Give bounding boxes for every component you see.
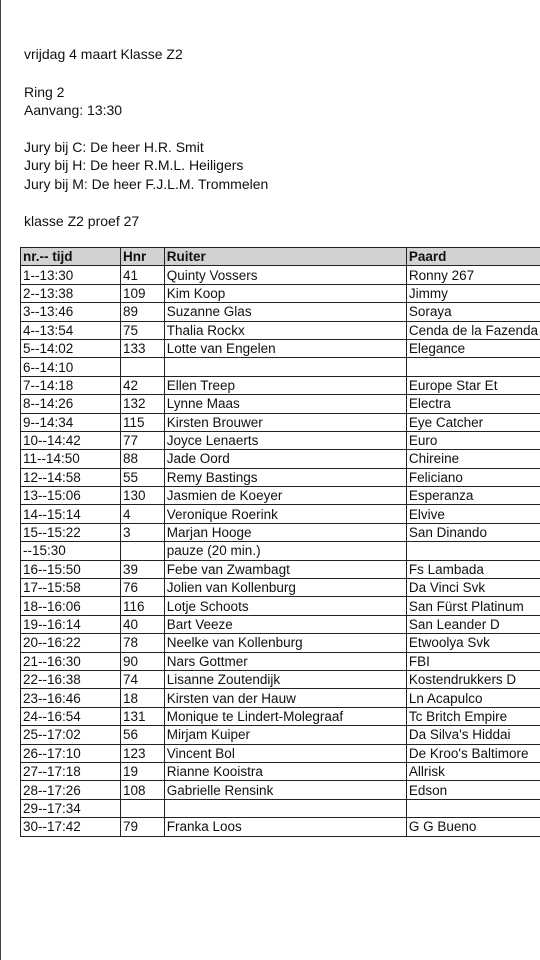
table-row (21, 505, 540, 523)
jury-line-c: Jury bij C: De heer H.R. Smit (24, 139, 204, 155)
cell-hnr: 79 (121, 818, 165, 836)
cell-paard: Soraya (406, 303, 540, 321)
cell-ruiter: Franka Loos (164, 818, 406, 836)
table-row (21, 707, 540, 725)
cell-hnr: 77 (121, 431, 165, 449)
cell-nr-tijd: 17--15:58 (21, 579, 121, 597)
cell-nr-tijd: 9--14:34 (21, 413, 121, 431)
ring-line: Ring 2 (24, 84, 65, 100)
table-row (21, 652, 540, 670)
cell-nr-tijd: 19--16:14 (21, 615, 121, 633)
cell-hnr: 76 (121, 579, 165, 597)
cell-paard: Kostendrukkers D (406, 670, 540, 688)
cell-ruiter (164, 358, 406, 376)
table-row (21, 450, 540, 468)
cell-ruiter: Monique te Lindert-Molegraaf (164, 707, 406, 725)
cell-nr-tijd: 4--13:54 (21, 321, 121, 339)
table-row (21, 468, 540, 486)
table-row (21, 818, 540, 836)
cell-hnr: 19 (121, 762, 165, 780)
cell-nr-tijd: 29--17:34 (21, 799, 121, 817)
cell-paard: FBI (406, 652, 540, 670)
cell-nr-tijd: 27--17:18 (21, 762, 121, 780)
cell-nr-tijd: 11--14:50 (21, 450, 121, 468)
cell-paard: Fs Lambada (406, 560, 540, 578)
cell-ruiter: Jade Oord (164, 450, 406, 468)
class-line: klasse Z2 proef 27 (24, 213, 140, 229)
cell-hnr: 39 (121, 560, 165, 578)
cell-ruiter: pauze (20 min.) (164, 542, 406, 560)
cell-hnr: 108 (121, 781, 165, 799)
cell-ruiter: Jasmien de Koeyer (164, 487, 406, 505)
cell-ruiter: Bart Veeze (164, 615, 406, 633)
cell-paard: Electra (406, 395, 540, 413)
cell-ruiter: Vincent Bol (164, 744, 406, 762)
cell-hnr: 132 (121, 395, 165, 413)
cell-paard: Jimmy (406, 284, 540, 302)
cell-hnr: 109 (121, 284, 165, 302)
cell-nr-tijd: --15:30 (21, 542, 121, 560)
cell-paard: Cenda de la Fazenda (406, 321, 540, 339)
cell-paard: Europe Star Et (406, 376, 540, 394)
cell-hnr: 56 (121, 726, 165, 744)
cell-paard: Chireine (406, 450, 540, 468)
cell-nr-tijd: 2--13:38 (21, 284, 121, 302)
table-row (21, 413, 540, 431)
cell-hnr (121, 358, 165, 376)
cell-nr-tijd: 23--16:46 (21, 689, 121, 707)
cell-nr-tijd: 14--15:14 (21, 505, 121, 523)
cell-hnr: 18 (121, 689, 165, 707)
cell-hnr: 41 (121, 266, 165, 284)
cell-hnr: 90 (121, 652, 165, 670)
table-row (21, 321, 540, 339)
cell-nr-tijd: 10--14:42 (21, 431, 121, 449)
cell-nr-tijd: 25--17:02 (21, 726, 121, 744)
cell-ruiter: Mirjam Kuiper (164, 726, 406, 744)
cell-ruiter: Quinty Vossers (164, 266, 406, 284)
cell-ruiter: Gabrielle Rensink (164, 781, 406, 799)
cell-hnr: 116 (121, 597, 165, 615)
cell-nr-tijd: 15--15:22 (21, 523, 121, 541)
cell-paard (406, 358, 540, 376)
cell-ruiter: Rianne Kooistra (164, 762, 406, 780)
cell-paard: Ronny 267 (406, 266, 540, 284)
table-row (21, 634, 540, 652)
cell-ruiter: Kirsten van der Hauw (164, 689, 406, 707)
table-row (21, 689, 540, 707)
table-row (21, 615, 540, 633)
table-row (21, 395, 540, 413)
cell-paard (406, 799, 540, 817)
cell-paard: Eye Catcher (406, 413, 540, 431)
cell-hnr: 4 (121, 505, 165, 523)
cell-nr-tijd: 1--13:30 (21, 266, 121, 284)
cell-hnr: 55 (121, 468, 165, 486)
cell-hnr: 123 (121, 744, 165, 762)
cell-paard: Euro (406, 431, 540, 449)
cell-ruiter: Remy Bastings (164, 468, 406, 486)
table-row (21, 726, 540, 744)
cell-nr-tijd: 6--14:10 (21, 358, 121, 376)
cell-hnr: 88 (121, 450, 165, 468)
cell-ruiter: Thalia Rockx (164, 321, 406, 339)
cell-paard: Etwoolya Svk (406, 634, 540, 652)
cell-ruiter (164, 799, 406, 817)
cell-hnr: 115 (121, 413, 165, 431)
jury-line-m: Jury bij M: De heer F.J.L.M. Trommelen (24, 176, 269, 192)
page-left-edge (0, 0, 1, 960)
cell-nr-tijd: 24--16:54 (21, 707, 121, 725)
cell-paard: San Fürst Platinum (406, 597, 540, 615)
table-row (21, 781, 540, 799)
cell-ruiter: Neelke van Kollenburg (164, 634, 406, 652)
table-row (21, 339, 540, 357)
cell-nr-tijd: 7--14:18 (21, 376, 121, 394)
cell-ruiter: Marjan Hooge (164, 523, 406, 541)
table-row (21, 542, 540, 560)
cell-paard: Ln Acapulco (406, 689, 540, 707)
jury-line-h: Jury bij H: De heer R.M.L. Heiligers (24, 157, 244, 173)
cell-ruiter: Febe van Zwambagt (164, 560, 406, 578)
table-row (21, 303, 540, 321)
table-row (21, 670, 540, 688)
cell-hnr (121, 542, 165, 560)
table-row (21, 376, 540, 394)
cell-hnr: 74 (121, 670, 165, 688)
cell-hnr: 75 (121, 321, 165, 339)
cell-hnr: 133 (121, 339, 165, 357)
cell-paard: San Leander D (406, 615, 540, 633)
cell-nr-tijd: 30--17:42 (21, 818, 121, 836)
cell-hnr (121, 799, 165, 817)
cell-nr-tijd: 5--14:02 (21, 339, 121, 357)
cell-nr-tijd: 20--16:22 (21, 634, 121, 652)
table-row (21, 431, 540, 449)
table-row (21, 266, 540, 284)
cell-nr-tijd: 18--16:06 (21, 597, 121, 615)
cell-ruiter: Veronique Roerink (164, 505, 406, 523)
cell-hnr: 42 (121, 376, 165, 394)
table-row (21, 284, 540, 302)
cell-paard: Elvive (406, 505, 540, 523)
cell-ruiter: Lotte van Engelen (164, 339, 406, 357)
table-row (21, 560, 540, 578)
table-row (21, 597, 540, 615)
cell-ruiter: Ellen Treep (164, 376, 406, 394)
cell-paard: Edson (406, 781, 540, 799)
cell-nr-tijd: 22--16:38 (21, 670, 121, 688)
cell-paard (406, 542, 540, 560)
cell-nr-tijd: 28--17:26 (21, 781, 121, 799)
cell-paard: G G Bueno (406, 818, 540, 836)
cell-ruiter: Kim Koop (164, 284, 406, 302)
table-row (21, 799, 540, 817)
cell-paard: Elegance (406, 339, 540, 357)
table-row (21, 487, 540, 505)
table-header-row (21, 248, 540, 266)
cell-ruiter: Lynne Maas (164, 395, 406, 413)
cell-nr-tijd: 21--16:30 (21, 652, 121, 670)
cell-nr-tijd: 13--15:06 (21, 487, 121, 505)
start-list-table (20, 247, 540, 837)
cell-paard: Da Silva's Hiddai (406, 726, 540, 744)
cell-hnr: 3 (121, 523, 165, 541)
cell-ruiter: Kirsten Brouwer (164, 413, 406, 431)
date-line: vrijdag 4 maart Klasse Z2 (24, 46, 183, 62)
cell-ruiter: Lotje Schoots (164, 597, 406, 615)
table-row (21, 523, 540, 541)
cell-paard: Tc Britch Empire (406, 707, 540, 725)
column-header-paard: Paard (406, 248, 540, 266)
cell-nr-tijd: 16--15:50 (21, 560, 121, 578)
cell-paard: Allrisk (406, 762, 540, 780)
cell-paard: Esperanza (406, 487, 540, 505)
table-body (21, 266, 540, 836)
start-time-line: Aanvang: 13:30 (24, 102, 123, 118)
cell-paard: Da Vinci Svk (406, 579, 540, 597)
cell-ruiter: Jolien van Kollenburg (164, 579, 406, 597)
cell-ruiter: Joyce Lenaerts (164, 431, 406, 449)
cell-ruiter: Suzanne Glas (164, 303, 406, 321)
table-row (21, 358, 540, 376)
table-row (21, 762, 540, 780)
column-header-ruiter: Ruiter (164, 248, 406, 266)
cell-hnr: 78 (121, 634, 165, 652)
cell-paard: Feliciano (406, 468, 540, 486)
cell-ruiter: Lisanne Zoutendijk (164, 670, 406, 688)
column-header-nr-tijd: nr.-- tijd (21, 248, 121, 266)
table-row (21, 744, 540, 762)
cell-nr-tijd: 12--14:58 (21, 468, 121, 486)
column-header-hnr: Hnr (121, 248, 165, 266)
cell-nr-tijd: 3--13:46 (21, 303, 121, 321)
cell-paard: San Dinando (406, 523, 540, 541)
cell-nr-tijd: 8--14:26 (21, 395, 121, 413)
cell-hnr: 40 (121, 615, 165, 633)
table-row (21, 579, 540, 597)
cell-hnr: 130 (121, 487, 165, 505)
cell-paard: De Kroo's Baltimore (406, 744, 540, 762)
cell-nr-tijd: 26--17:10 (21, 744, 121, 762)
cell-hnr: 89 (121, 303, 165, 321)
cell-ruiter: Nars Gottmer (164, 652, 406, 670)
cell-hnr: 131 (121, 707, 165, 725)
